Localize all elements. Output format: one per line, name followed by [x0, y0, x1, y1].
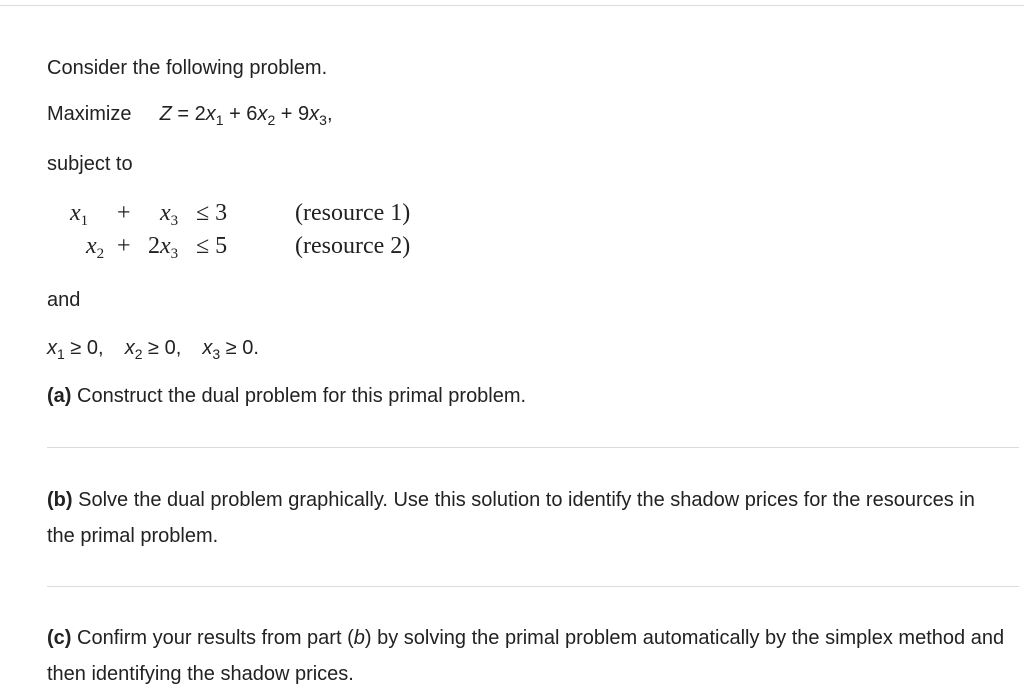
part-c-ref: b: [353, 627, 365, 649]
intro-text: Consider the following problem.: [47, 57, 328, 79]
constraint-1-lhs-b: $x_3$: [160, 200, 179, 229]
objective-label: Maximize: [47, 103, 132, 125]
objective-expression: = $2x_1 + 6x_2 + 9x_3$,: [171, 103, 333, 128]
objective-line: [47, 102, 333, 126]
constraint-2-lhs-a: $x_2$: [86, 233, 105, 262]
divider-a-b: [47, 447, 1019, 448]
constraint-1-rhs: ≤ 3: [196, 200, 228, 226]
constraint-1-op: +: [117, 200, 131, 226]
part-c-text-after: ) by solving the primal problem automatically by the simplex method and then identifying the shadow prices.: [47, 627, 1005, 685]
divider-b-c: [47, 586, 1019, 587]
constraint-1-label: (resource 1): [295, 200, 411, 226]
part-a-tag: (a): [47, 385, 72, 407]
objective-z: Z: [159, 103, 172, 125]
constraint-2-rhs: ≤ 5: [196, 233, 228, 259]
part-b-text: Solve the dual problem graphically. Use this solution to identify the shadow prices for the resources in the primal problem.: [47, 489, 975, 547]
top-divider: [0, 5, 1024, 6]
constraint-2-lhs-b: $2x_3$: [148, 233, 179, 262]
and-text: and: [47, 289, 81, 311]
part-c-text-before: Confirm your results from part (: [71, 627, 354, 649]
nonnegativity-line: $x_1 \ge 0$, $x_2 \ge 0$, $x_3 \ge 0$.: [47, 337, 259, 362]
constraint-2-op: +: [117, 233, 131, 259]
part-b: [47, 482, 1007, 554]
part-c: [47, 620, 1007, 692]
subject-to-text: subject to: [47, 153, 133, 175]
part-c-tag: (c): [47, 627, 72, 649]
part-b-tag: (b): [47, 489, 73, 511]
part-a-text: Construct the dual problem for this primal problem.: [71, 385, 527, 407]
constraint-2-label: (resource 2): [295, 233, 411, 259]
constraint-1-lhs-a: $x_1$: [70, 200, 89, 229]
part-a: [47, 384, 526, 408]
